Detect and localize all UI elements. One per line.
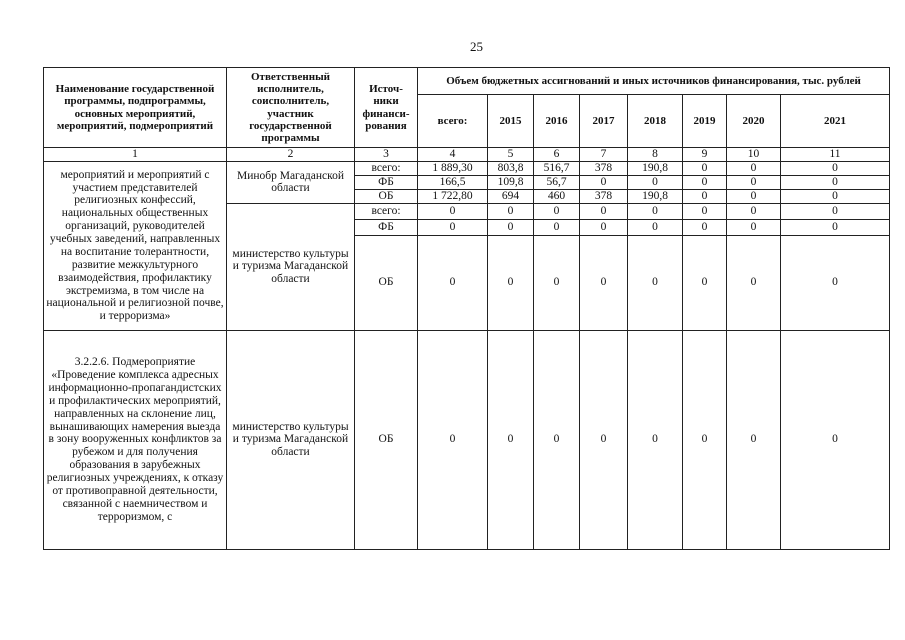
amount-cell: 0 [628,175,683,189]
column-index: 1 [44,148,227,162]
amount-cell: 0 [418,330,488,549]
amount-cell: 0 [628,330,683,549]
header-row-1 [44,68,890,95]
header-year: 2015 [488,95,534,148]
header-name: Наименование государственной программы, подпрограммы, основных мероприятий, мероприятий, подмероприятий [44,68,227,148]
amount-cell: 0 [727,219,781,235]
header-source: Источ-ники финанси-рования [355,68,418,148]
amount-cell: 0 [781,203,890,219]
amount-cell: 460 [534,189,580,203]
amount-cell: 190,8 [628,161,683,175]
index-row [44,148,890,162]
amount-cell: 0 [418,235,488,330]
funding-source: ОБ [355,330,418,549]
amount-cell: 0 [683,330,727,549]
column-index: 4 [418,148,488,162]
amount-cell: 0 [534,330,580,549]
column-index: 5 [488,148,534,162]
amount-cell: 378 [580,161,628,175]
header-year: 2019 [683,95,727,148]
amount-cell: 1 722,80 [418,189,488,203]
amount-cell: 516,7 [534,161,580,175]
amount-cell: 0 [628,203,683,219]
header-year: 2021 [781,95,890,148]
responsible-party: министерство культуры и туризма Магаданской области [227,330,355,549]
table-row [44,161,890,175]
responsible-party: министерство культуры и туризма Магаданской области [227,203,355,330]
activity-name: мероприятий и мероприятий с участием представителей религиозных конфессий, национальных общественных организаций, руководителей учебных заведений, направленных на воспитание толерантности, развитие межкультурного взаимодействия, профилактику экстремизма, в том числе на национальной и религиозной почве, и терроризма» [44,161,227,330]
column-index: 8 [628,148,683,162]
amount-cell: 0 [628,235,683,330]
amount-cell: 0 [580,235,628,330]
amount-cell: 0 [683,203,727,219]
amount-cell: 0 [683,219,727,235]
funding-source: ОБ [355,189,418,203]
budget-table [43,67,890,550]
amount-cell: 0 [781,175,890,189]
amount-cell: 0 [683,189,727,203]
column-index: 11 [781,148,890,162]
funding-source: ФБ [355,219,418,235]
amount-cell: 378 [580,189,628,203]
amount-cell: 0 [781,161,890,175]
column-index: 10 [727,148,781,162]
amount-cell: 0 [534,235,580,330]
column-index: 2 [227,148,355,162]
activity-name: 3.2.2.6. Подмероприятие «Проведение комплекса адресных информационно-пропагандистских и профилактических мероприятий, направленных на склонение лиц, вынашивающих намерения выезда в зону вооруженных конфликтов за рубежом и для получения образования в зарубежных религиозных учреждениях, к отказу от противоправной деятельности, связанной с наемничеством и терроризмом, с [44,330,227,549]
funding-source: ОБ [355,235,418,330]
amount-cell: 0 [781,330,890,549]
amount-cell: 0 [488,219,534,235]
amount-cell: 0 [418,219,488,235]
amount-cell: 0 [727,175,781,189]
header-total: всего: [418,95,488,148]
amount-cell: 109,8 [488,175,534,189]
amount-cell: 0 [534,219,580,235]
funding-source: всего: [355,161,418,175]
header-year: 2016 [534,95,580,148]
amount-cell: 0 [727,203,781,219]
responsible-party: Минобр Магаданской области [227,161,355,203]
amount-cell: 0 [727,161,781,175]
amount-cell: 0 [683,161,727,175]
column-index: 6 [534,148,580,162]
column-index: 3 [355,148,418,162]
funding-source: ФБ [355,175,418,189]
funding-source: всего: [355,203,418,219]
amount-cell: 0 [727,235,781,330]
amount-cell: 0 [781,219,890,235]
amount-cell: 0 [580,203,628,219]
amount-cell: 0 [683,235,727,330]
amount-cell: 0 [488,235,534,330]
header-year: 2018 [628,95,683,148]
header-responsible: Ответственный исполнитель, соисполнитель, участник государственной программы [227,68,355,148]
amount-cell: 56,7 [534,175,580,189]
amount-cell: 0 [781,189,890,203]
amount-cell: 0 [534,203,580,219]
amount-cell: 0 [580,330,628,549]
page-number: 25 [470,39,483,54]
amount-cell: 166,5 [418,175,488,189]
table-row [44,330,890,549]
amount-cell: 803,8 [488,161,534,175]
amount-cell: 0 [488,203,534,219]
amount-cell: 0 [418,203,488,219]
amount-cell: 0 [727,189,781,203]
amount-cell: 0 [727,330,781,549]
amount-cell: 0 [580,219,628,235]
header-year: 2020 [727,95,781,148]
amount-cell: 0 [628,219,683,235]
header-volume: Объем бюджетных ассигнований и иных источников финансирования, тыс. рублей [418,68,890,95]
amount-cell: 694 [488,189,534,203]
amount-cell: 0 [781,235,890,330]
amount-cell: 0 [488,330,534,549]
amount-cell: 1 889,30 [418,161,488,175]
amount-cell: 190,8 [628,189,683,203]
amount-cell: 0 [683,175,727,189]
header-year: 2017 [580,95,628,148]
column-index: 9 [683,148,727,162]
column-index: 7 [580,148,628,162]
amount-cell: 0 [580,175,628,189]
